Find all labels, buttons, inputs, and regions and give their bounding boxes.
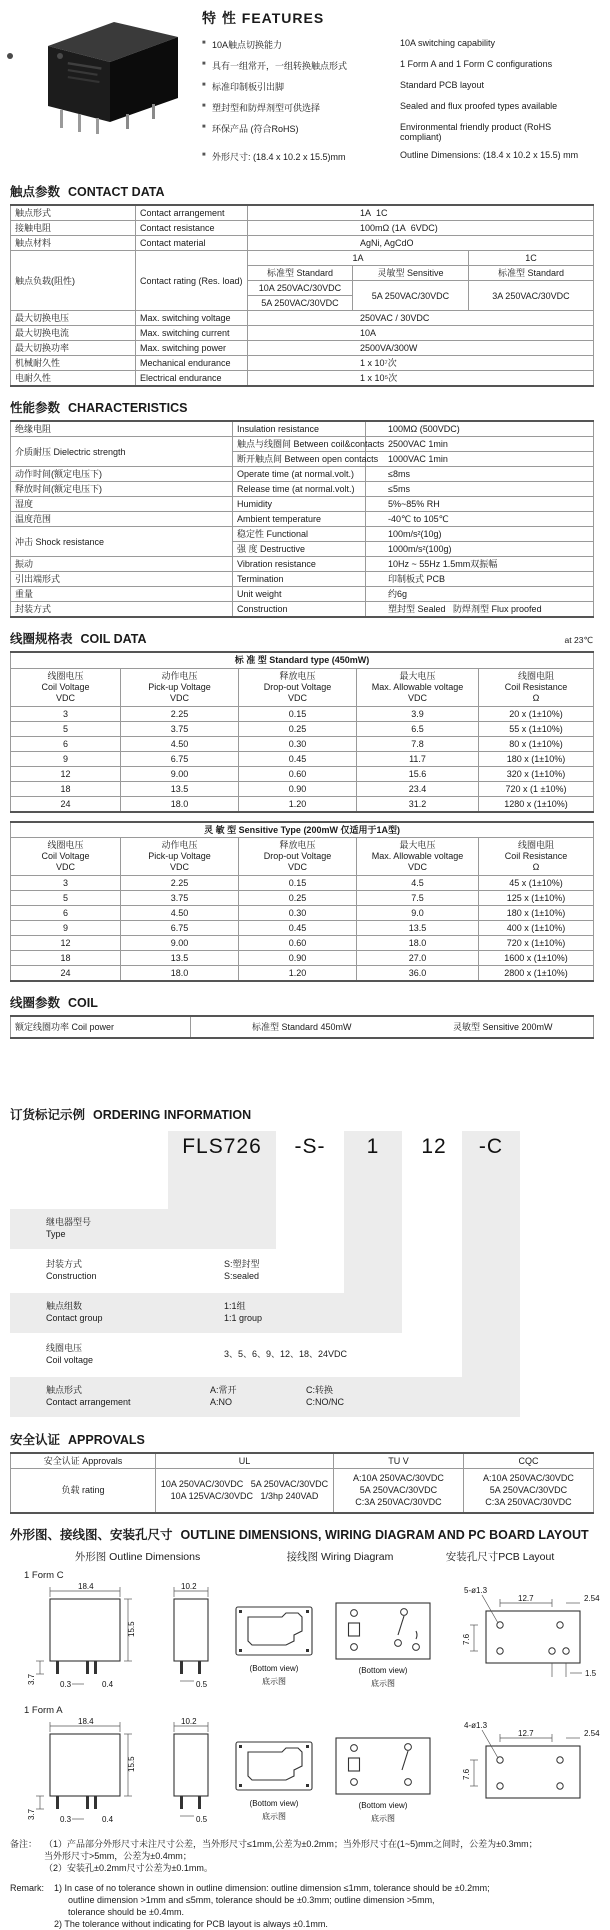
cn-label: 触点负载(阻性) — [11, 251, 136, 311]
ordering-row-label: 继电器型号 Type — [46, 1217, 92, 1239]
approvals-table — [10, 1452, 594, 1514]
svg-text:0.3: 0.3 — [60, 1814, 72, 1824]
en-label: Ambient temperature — [233, 512, 366, 527]
table-row: 3 2.25 0.15 4.5 45 x (1±10%) — [11, 876, 594, 891]
coil-power-table — [10, 1015, 594, 1039]
en-label: Max. switching voltage — [136, 311, 248, 326]
column-header: 最大电压 Max. Allowable voltage VDC — [357, 838, 479, 876]
form-a-drawings — [27, 1716, 600, 1828]
en-label: Termination — [233, 572, 366, 587]
bullet-icon: ■ — [202, 124, 206, 130]
ordering-row-value: 1:1组 1:1 group — [224, 1301, 263, 1323]
cn-label: 释放时间(额定电压下) — [11, 482, 233, 497]
svg-text:12.7: 12.7 — [518, 1593, 534, 1603]
value: AgNi, AgCdO — [248, 236, 594, 251]
column-header: 线圈电阻 Coil Resistance Ω — [479, 838, 594, 876]
table-row — [11, 421, 594, 437]
table-row — [11, 311, 594, 326]
coil-standard-table — [10, 651, 594, 813]
value: 1 x 10⁷次 — [248, 356, 594, 371]
value: 塑封型 Sealed 防焊剂型 Flux proofed — [366, 602, 594, 618]
svg-text:3.7: 3.7 — [27, 1673, 36, 1685]
title-cn: 线圈参数 — [10, 996, 61, 1010]
remark-en: Remark: 1) In case of no tolerance shown in outline dimension: outline dimension ≤1mm, tolerance should be ±0.2mm; outline dimension >1mm and ≤5mm, tolerance should be ±0.3mm; outline dimension >5mm, tolerance should be ±0.4mm. 2) The tolerance without indicating for PCB layout is always ±0.1mm. — [10, 1882, 490, 1929]
bullet-icon: ■ — [202, 40, 206, 46]
sub-label: 断开触点间 Between open contacts — [233, 452, 366, 467]
rating-standard2-header: 标准型 Standard — [469, 266, 594, 281]
characteristics-title — [10, 398, 593, 416]
table-row — [11, 467, 594, 482]
svg-text:2.54: 2.54 — [584, 1728, 600, 1738]
cn-label: 最大切换电压 — [11, 311, 136, 326]
value: 100m/s²(10g) — [366, 527, 594, 542]
order-code-arrangement: -C — [478, 1135, 504, 1158]
relay-photo-image — [10, 10, 188, 138]
value: 1A 1C — [248, 205, 594, 221]
wiring-diagram-form-c — [324, 1581, 442, 1699]
rating-header-1c: 1C — [469, 251, 594, 266]
order-code-type: FLS726 — [182, 1135, 262, 1158]
cn-label: 最大切换电流 — [11, 326, 136, 341]
value: 印制板式 PCB — [366, 572, 594, 587]
rating-cqc: A:10A 250VAC/30VDC 5A 250VAC/30VDC C:3A 250VAC/30VDC — [464, 1469, 594, 1513]
table-row: 12 9.00 0.60 15.6 320 x (1±10%) — [11, 766, 594, 781]
title-en: APPROVALS — [68, 1433, 145, 1447]
svg-text:5-ø1.3: 5-ø1.3 — [464, 1585, 488, 1595]
table-row: 3 2.25 0.15 3.9 20 x (1±10%) — [11, 706, 594, 721]
value: 1 x 10⁵次 — [248, 371, 594, 387]
bullet-icon: ■ — [202, 82, 206, 88]
svg-text:18.4: 18.4 — [78, 1581, 94, 1591]
value: 1000VAC 1min — [366, 452, 594, 467]
shock-label: 冲击 Shock resistance — [11, 527, 233, 557]
pcb-layout-form-a — [442, 1716, 610, 1828]
order-code-construction: -S- — [294, 1135, 326, 1158]
coil-title — [10, 993, 593, 1011]
bullet-icon: ■ — [202, 61, 206, 67]
title-cn: 安全认证 — [10, 1433, 61, 1447]
title-en: COIL — [68, 996, 98, 1010]
approvals-header-tuv: TU V — [334, 1453, 464, 1469]
feature-cn: 标准印制板引出脚 — [212, 82, 285, 92]
column-header: 动作电压 Pick-up Voltage VDC — [121, 668, 239, 706]
table-row: 12 9.00 0.60 18.0 720 x (1±10%) — [11, 936, 594, 951]
outline-title — [10, 1525, 593, 1543]
svg-text:(Bottom view): (Bottom view) — [358, 1665, 408, 1675]
title-en: ORDERING INFORMATION — [93, 1108, 252, 1122]
ordering-row-label: 封装方式 Construction — [46, 1259, 97, 1281]
column-header: 线圈电压 Coil Voltage VDC — [11, 668, 121, 706]
coil-power-sensitive: 灵敏型 Sensitive 200mW — [413, 1016, 594, 1038]
order-code-group: 1 — [366, 1135, 380, 1158]
ordering-row-value: S:塑封型 S:sealed — [224, 1259, 260, 1281]
feature-item — [202, 122, 593, 142]
contact-data-title — [10, 182, 593, 200]
ordering-row-value: A:常开 A:NO — [210, 1385, 237, 1407]
table-row: 18 13.5 0.90 23.4 720 x (1 ±10%) — [11, 781, 594, 796]
feature-item — [202, 101, 593, 114]
table-row: 24 18.0 1.20 36.0 2800 x (1±10%) — [11, 966, 594, 982]
rating-value: 3A 250VAC/30VDC — [469, 281, 594, 311]
ordering-row-label: 线圈电压 Coil voltage — [46, 1343, 94, 1365]
characteristics-table — [10, 420, 594, 618]
relay-photo — [10, 6, 188, 171]
table-row — [11, 326, 594, 341]
table-row — [11, 1016, 594, 1038]
title-en: COIL DATA — [80, 632, 147, 646]
order-code-voltage: 12 — [421, 1135, 447, 1158]
table-row — [11, 371, 594, 387]
table-row — [11, 1469, 594, 1513]
remark-block — [10, 1838, 593, 1930]
ordering-row — [10, 1335, 593, 1375]
value: 10A — [248, 326, 594, 341]
svg-text:底示图: 底示图 — [371, 1813, 395, 1823]
cn-label: 触点材料 — [11, 236, 136, 251]
form-a-label: 1 Form A — [24, 1704, 63, 1716]
en-label: Contact resistance — [136, 221, 248, 236]
rating-value: 5A 250VAC/30VDC — [353, 281, 469, 311]
cn-label: 振动 — [11, 557, 233, 572]
title-en: CONTACT DATA — [68, 185, 165, 199]
table-row: 6 4.50 0.30 7.8 80 x (1±10%) — [11, 736, 594, 751]
remark-cn: 备注： （1）产品部分外形尺寸未注尺寸公差，当外形尺寸≤1mm,公差为±0.2mm；当外形尺寸在(1~5)mm之间时，公差为±0.3mm； 当外形尺寸>5mm，公差为±0.4mm； （2）安装孔±0.2mm尺寸公差为±0.1mm。 — [10, 1838, 538, 1873]
table-row: 9 6.75 0.45 11.7 180 x (1±10%) — [11, 751, 594, 766]
ordering-diagram — [10, 1127, 593, 1419]
title-cn: 订货标记示例 — [10, 1108, 86, 1122]
en-label: Max. switching current — [136, 326, 248, 341]
feature-item — [202, 38, 593, 51]
cn-label: 接触电阻 — [11, 221, 136, 236]
column-header: 最大电压 Max. Allowable voltage VDC — [357, 668, 479, 706]
ordering-row-label: 触点组数 Contact group — [46, 1301, 103, 1323]
rating-standard-header: 标准型 Standard — [248, 266, 353, 281]
en-label: Operate time (at normal.volt.) — [233, 467, 366, 482]
sub-label: 稳定性 Functional — [233, 527, 366, 542]
svg-text:7.6: 7.6 — [462, 1768, 471, 1780]
cn-label: 绝缘电阻 — [11, 421, 233, 437]
table-row — [11, 512, 594, 527]
title-cn: 触点参数 — [10, 185, 61, 199]
en-label: Max. switching power — [136, 341, 248, 356]
svg-text:底示图: 底示图 — [262, 1811, 286, 1821]
en-label: Humidity — [233, 497, 366, 512]
svg-text:底示图: 底示图 — [371, 1678, 395, 1688]
en-label: Release time (at normal.volt.) — [233, 482, 366, 497]
ordering-row-value: C:转换 C:NO/NC — [306, 1385, 344, 1407]
feature-en: 1 Form A and 1 Form C configurations — [400, 59, 553, 69]
dielectric-label: 介质耐压 Dielectric strength — [11, 437, 233, 467]
feature-en: Standard PCB layout — [400, 80, 485, 90]
coil-sensitive-table — [10, 821, 594, 983]
ordering-row — [10, 1251, 593, 1291]
table-row — [11, 557, 594, 572]
coil-sensitive-title: 灵 敏 型 Sensitive Type (200mW 仅适用于1A型) — [11, 822, 594, 838]
title-en: CHARACTERISTICS — [68, 401, 188, 415]
table-row: 24 18.0 1.20 31.2 1280 x (1±10%) — [11, 796, 594, 812]
svg-text:12.7: 12.7 — [518, 1728, 534, 1738]
svg-text:0.5: 0.5 — [196, 1814, 208, 1824]
table-row — [11, 572, 594, 587]
value: 250VAC / 30VDC — [248, 311, 594, 326]
ordering-row — [10, 1377, 593, 1417]
ordering-row-value: 3、5、6、9、12、18、24VDC — [224, 1349, 348, 1359]
en-label: Unit weight — [233, 587, 366, 602]
svg-text:15.5: 15.5 — [127, 1620, 136, 1637]
svg-text:3.7: 3.7 — [27, 1808, 36, 1820]
en-label: Vibration resistance — [233, 557, 366, 572]
ordering-row — [10, 1209, 593, 1249]
table-row — [11, 356, 594, 371]
table-row: 5 3.75 0.25 6.5 55 x (1±10%) — [11, 721, 594, 736]
svg-text:(Bottom view): (Bottom view) — [249, 1798, 299, 1808]
cn-label: 触点形式 — [11, 205, 136, 221]
title-cn: 线圈规格表 — [10, 632, 73, 646]
cn-label: 重量 — [11, 587, 233, 602]
table-row — [11, 221, 594, 236]
table-row — [11, 668, 594, 706]
svg-text:2.54: 2.54 — [584, 1593, 600, 1603]
features-section — [202, 6, 593, 171]
value: 约6g — [366, 587, 594, 602]
title-cn: 外形图、接线图、安装孔尺寸 — [10, 1527, 173, 1542]
rating-value: 5A 250VAC/30VDC — [248, 296, 353, 311]
en-label: Mechanical endurance — [136, 356, 248, 371]
svg-text:(Bottom view): (Bottom view) — [249, 1663, 299, 1673]
approvals-header-ul: UL — [156, 1453, 334, 1469]
table-row — [11, 527, 594, 542]
ordering-title — [10, 1105, 593, 1123]
table-row — [11, 652, 594, 668]
rating-value: 10A 250VAC/30VDC — [248, 281, 353, 296]
sub-label: 强 度 Destructive — [233, 542, 366, 557]
table-row: 9 6.75 0.45 13.5 400 x (1±10%) — [11, 921, 594, 936]
value: 1000m/s²(100g) — [366, 542, 594, 557]
bottom-view-drawing — [224, 1716, 324, 1828]
sub-label: 触点与线圈间 Between coil&contacts — [233, 437, 366, 452]
value: 2500VAC 1min — [366, 437, 594, 452]
feature-cn: 环保产品 (符合RoHS) — [212, 124, 299, 134]
cn-label: 湿度 — [11, 497, 233, 512]
rating-tuv: A:10A 250VAC/30VDC 5A 250VAC/30VDC C:3A 250VAC/30VDC — [334, 1469, 464, 1513]
value: ≤5ms — [366, 482, 594, 497]
svg-text:0.4: 0.4 — [102, 1814, 114, 1824]
feature-en: Sealed and flux proofed types available — [400, 101, 558, 111]
cn-label: 最大切换功率 — [11, 341, 136, 356]
bottom-view-drawing — [224, 1581, 324, 1699]
svg-text:10.2: 10.2 — [181, 1716, 197, 1726]
en-label: Contact rating (Res. load) — [136, 251, 248, 311]
col-wiring: 接线图 Wiring Diagram — [286, 1550, 394, 1563]
value: ≤8ms — [366, 467, 594, 482]
rating-sensitive-header: 灵敏型 Sensitive — [353, 266, 469, 281]
table-row: 6 4.50 0.30 9.0 180 x (1±10%) — [11, 906, 594, 921]
temperature-note: at 23℃ — [564, 635, 593, 645]
en-label: Insulation resistance — [233, 421, 366, 437]
en-label: Electrical endurance — [136, 371, 248, 387]
en-label: Contact arrangement — [136, 205, 248, 221]
svg-text:(Bottom view): (Bottom view) — [358, 1800, 408, 1810]
value: 100MΩ (500VDC) — [366, 421, 594, 437]
feature-item — [202, 80, 593, 93]
pcb-layout-form-c — [442, 1581, 610, 1699]
svg-text:18.4: 18.4 — [78, 1716, 94, 1726]
svg-text:10.2: 10.2 — [181, 1581, 197, 1591]
feature-item — [202, 150, 593, 163]
feature-en: Outline Dimensions: (18.4 x 10.2 x 15.5) mm — [400, 150, 579, 160]
approvals-header-label: 安全认证 Approvals — [11, 1453, 156, 1469]
col-pcb: 安装孔尺寸PCB Layout — [445, 1550, 555, 1563]
table-row — [11, 437, 594, 452]
wiring-diagram-form-a — [324, 1716, 442, 1828]
en-label: Construction — [233, 602, 366, 618]
column-header: 动作电压 Pick-up Voltage VDC — [121, 838, 239, 876]
value: -40℃ to 105℃ — [366, 512, 594, 527]
table-row: 5 3.75 0.25 7.5 125 x (1±10%) — [11, 891, 594, 906]
value: 100mΩ (1A 6VDC) — [248, 221, 594, 236]
table-row — [11, 1453, 594, 1469]
side-view-drawing — [154, 1716, 224, 1828]
feature-cn: 塑封型和防焊剂型可供选择 — [212, 103, 321, 113]
table-row — [11, 251, 594, 266]
ordering-row — [10, 1293, 593, 1333]
feature-en: 10A switching capability — [400, 38, 496, 48]
front-view-drawing — [27, 1581, 154, 1699]
table-row — [11, 822, 594, 838]
table-row — [11, 236, 594, 251]
bullet-icon: ■ — [202, 152, 206, 158]
coil-data-title — [10, 629, 593, 647]
cn-label: 温度范围 — [11, 512, 233, 527]
table-row — [11, 602, 594, 618]
column-header: 释放电压 Drop-out Voltage VDC — [239, 668, 357, 706]
title-en: OUTLINE DIMENSIONS, WIRING DIAGRAM AND PC BOARD LAYOUT — [180, 1527, 589, 1542]
header — [10, 6, 593, 171]
table-row — [11, 205, 594, 221]
feature-cn: 具有一组常开，一组转换触点形式 — [212, 61, 348, 71]
features-title: 特 性 FEATURES — [202, 10, 325, 26]
column-header: 线圈电阻 Coil Resistance Ω — [479, 668, 594, 706]
rating-header-1a: 1A — [248, 251, 469, 266]
side-view-drawing — [154, 1581, 224, 1699]
rating-ul: 10A 250VAC/30VDC 5A 250VAC/30VDC 10A 125VAC/30VDC 1/3hp 240VAD — [156, 1469, 334, 1513]
svg-text:底示图: 底示图 — [262, 1676, 286, 1686]
table-row: 18 13.5 0.90 27.0 1600 x (1±10%) — [11, 951, 594, 966]
svg-text:0.5: 0.5 — [196, 1679, 208, 1689]
cn-label: 机械耐久性 — [11, 356, 136, 371]
cn-label: 电耐久性 — [11, 371, 136, 387]
front-view-drawing — [27, 1716, 154, 1828]
table-row — [11, 482, 594, 497]
cn-label: 封装方式 — [11, 602, 233, 618]
value: 10Hz ~ 55Hz 1.5mm双振幅 — [366, 557, 594, 572]
feature-cn: 外形尺寸: (18.4 x 10.2 x 15.5)mm — [212, 152, 346, 162]
svg-text:1.5: 1.5 — [585, 1668, 597, 1678]
table-row — [11, 341, 594, 356]
table-row — [11, 497, 594, 512]
svg-text:7.6: 7.6 — [462, 1633, 471, 1645]
svg-text:15.5: 15.5 — [127, 1755, 136, 1772]
ordering-row-label: 触点形式 Contact arrangement — [46, 1385, 131, 1407]
table-row — [11, 587, 594, 602]
feature-en: Environmental friendly product (RoHS compliant) — [400, 122, 552, 142]
svg-text:0.3: 0.3 — [60, 1679, 72, 1689]
bullet-icon: ■ — [202, 103, 206, 109]
en-label: Contact material — [136, 236, 248, 251]
feature-cn: 10A触点切换能力 — [212, 40, 283, 50]
feature-item — [202, 59, 593, 72]
value: 5%~85% RH — [366, 497, 594, 512]
cn-label: 动作时间(额定电压下) — [11, 467, 233, 482]
contact-data-table — [10, 204, 594, 387]
title-cn: 性能参数 — [10, 401, 61, 415]
cn-label: 引出端形式 — [11, 572, 233, 587]
col-outline-dims: 外形图 Outline Dimensions — [74, 1550, 201, 1563]
coil-power-label: 额定线圈功率 Coil power — [11, 1016, 191, 1038]
coil-standard-title: 标 准 型 Standard type (450mW) — [11, 652, 594, 668]
form-c-drawings — [27, 1581, 600, 1699]
table-row — [11, 838, 594, 876]
column-header: 线圈电压 Coil Voltage VDC — [11, 838, 121, 876]
approvals-title — [10, 1430, 593, 1448]
approvals-header-cqc: CQC — [464, 1453, 594, 1469]
coil-power-standard: 标准型 Standard 450mW — [191, 1016, 413, 1038]
svg-text:4-ø1.3: 4-ø1.3 — [464, 1720, 488, 1730]
svg-text:0.4: 0.4 — [102, 1679, 114, 1689]
value: 2500VA/300W — [248, 341, 594, 356]
column-header: 释放电压 Drop-out Voltage VDC — [239, 838, 357, 876]
rating-label: 负载 rating — [11, 1469, 156, 1513]
outline-column-headers — [10, 1549, 593, 1564]
form-c-label: 1 Form C — [24, 1569, 64, 1581]
